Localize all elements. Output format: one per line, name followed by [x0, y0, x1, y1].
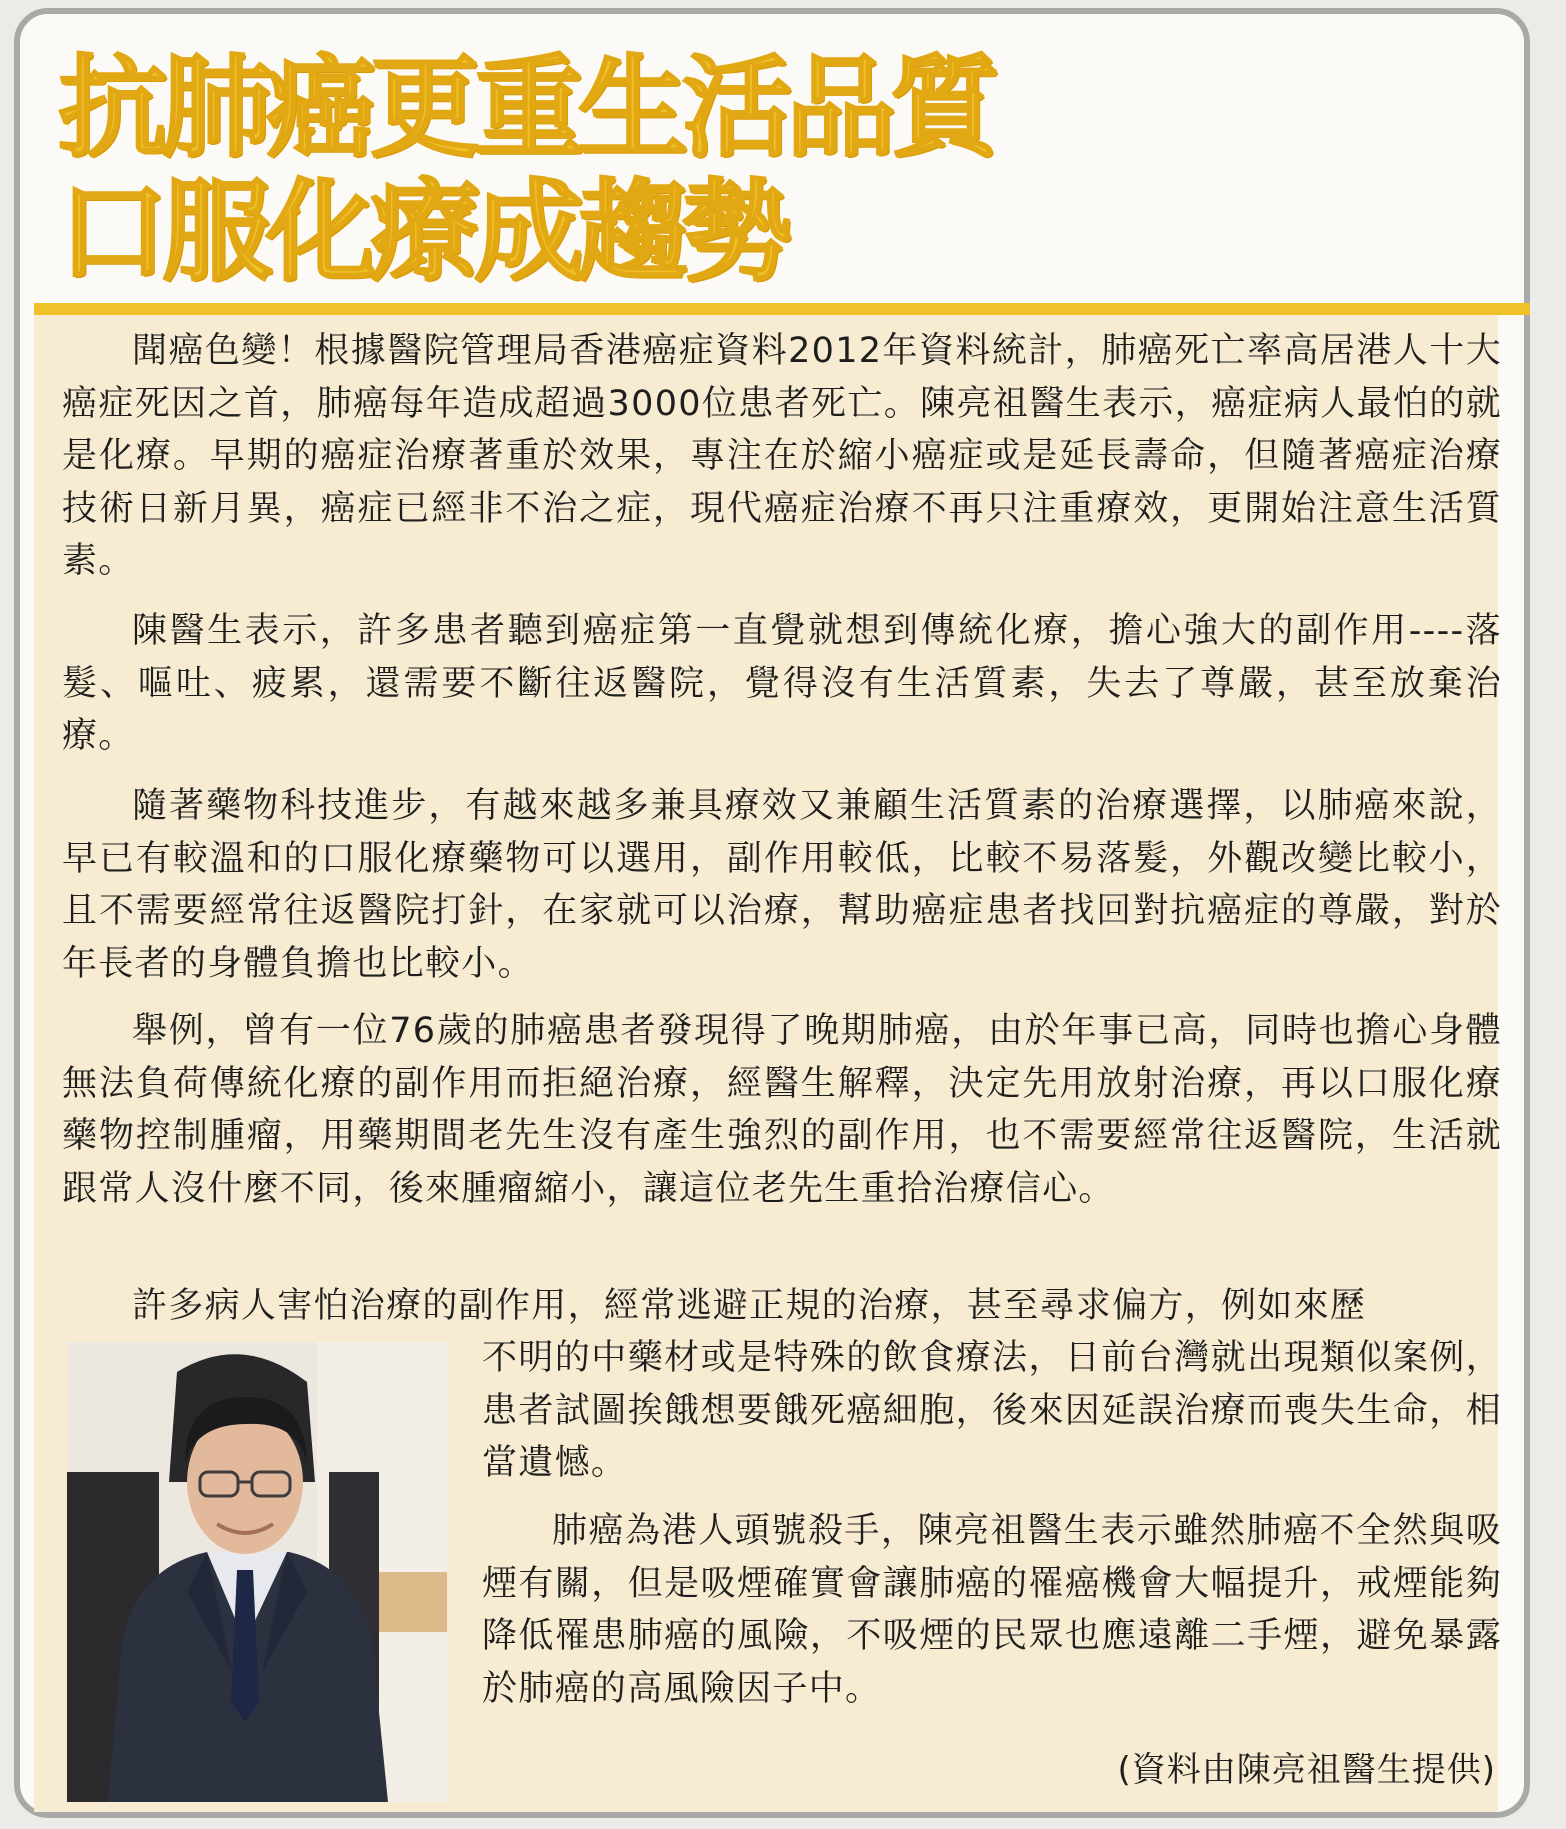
paragraph-2: 陳醫生表示，許多患者聽到癌症第一直覺就想到傳統化療，擔心強大的副作用----落髮、嘔吐、疲累，還需要不斷往返醫院，覺得沒有生活質素，失去了尊嚴，甚至放棄治療。	[62, 611, 1502, 756]
paragraph-3: 隨著藥物科技進步，有越來越多兼具療效又兼顧生活質素的治療選擇，以肺癌來說，早已有較溫和的口服化療藥物可以選用，副作用較低，比較不易落髮，外觀改變比較小，且不需要經常往返醫院打針，在家就可以治療，幫助癌症患者找回對抗癌症的尊嚴，對於年長者的身體負擔也比較小。	[62, 786, 1502, 984]
doctor-portrait-illustration	[67, 1342, 447, 1802]
headline-line-2: 口服化療成趨勢	[58, 168, 786, 296]
headline	[58, 46, 994, 294]
headline-rule	[34, 303, 1530, 315]
doctor-portrait-photo	[67, 1342, 447, 1802]
paragraph-4: 舉例，曾有一位76歲的肺癌患者發現得了晚期肺癌，由於年事已高，同時也擔心身體無法負荷傳統化療的副作用而拒絕治療，經醫生解釋，決定先用放射治療，再以口服化療藥物控制腫瘤，用藥期間老先生沒有產生強烈的副作用，也不需要經常往返醫院，生活就跟常人沒什麼不同，後來腫瘤縮小，讓這位老先生重拾治療信心。	[62, 1011, 1502, 1209]
headline-line-1: 抗肺癌更重生活品質	[58, 44, 994, 172]
paragraph-5-continued: 不明的中藥材或是特殊的飲食療法，日前台灣就出現類似案例，患者試圖挨餓想要餓死癌細胞，後來因延誤治療而喪失生命，相當遺憾。	[482, 1338, 1502, 1483]
paragraph-1: 聞癌色變！根據醫院管理局香港癌症資料2012年資料統計，肺癌死亡率高居港人十大癌症死因之首，肺癌每年造成超過3000位患者死亡。陳亮祖醫生表示，癌症病人最怕的就是化療。早期的癌症治療著重於效果，專注在於縮小癌症或是延長壽命，但隨著癌症治療技術日新月異，癌症已經非不治之症，現代癌症治療不再只注重療效，更開始注意生活質素。	[62, 331, 1502, 581]
paragraph-5-first-line: 許多病人害怕治療的副作用，經常逃避正規的治療，甚至尋求偏方，例如來歷	[132, 1286, 1367, 1326]
paragraph-6: 肺癌為港人頭號殺手，陳亮祖醫生表示雖然肺癌不全然與吸煙有關，但是吸煙確實會讓肺癌的罹癌機會大幅提升，戒煙能夠降低罹患肺癌的風險，不吸煙的民眾也應遠離二手煙，避免暴露於肺癌的高風險因子中。	[482, 1511, 1502, 1709]
source-credit: (資料由陳亮祖醫生提供)	[1117, 1750, 1496, 1790]
